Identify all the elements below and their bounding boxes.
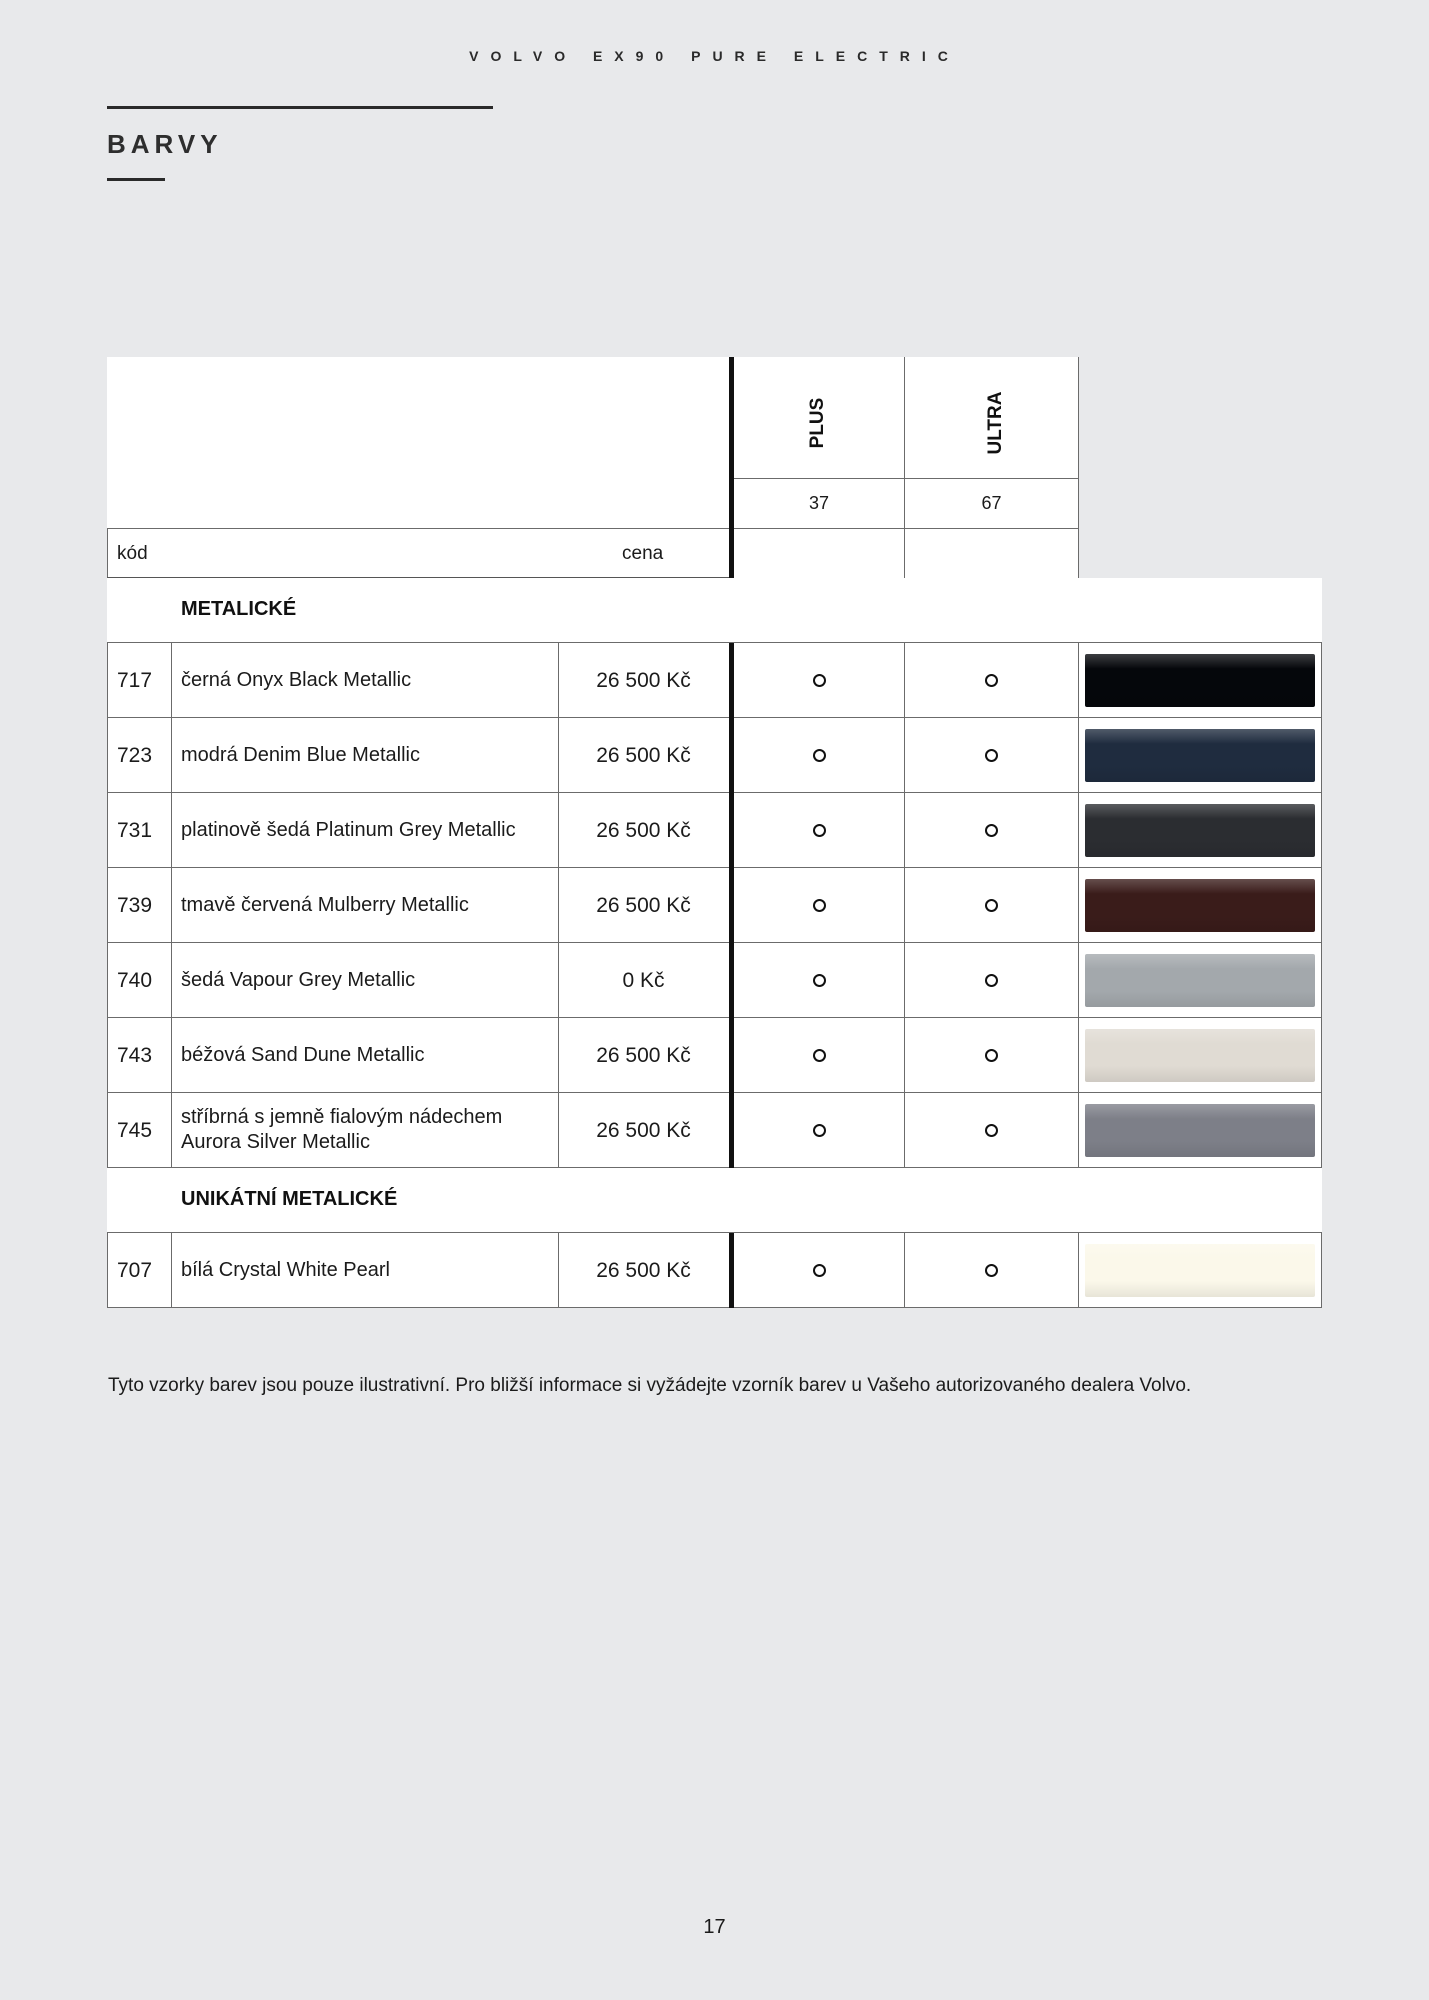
title-rule — [107, 106, 493, 109]
optional-circle-icon — [985, 974, 998, 987]
color-swatch — [1085, 654, 1315, 707]
ultra-option-marker — [904, 1093, 1078, 1168]
color-name: šedá Vapour Grey Metallic — [181, 969, 416, 991]
color-name: modrá Denim Blue Metallic — [181, 744, 420, 766]
cell-border — [1321, 1018, 1322, 1093]
color-code: 745 — [117, 1118, 153, 1142]
cell-border — [171, 1093, 172, 1168]
plus-option-marker — [734, 643, 904, 718]
color-swatch — [1085, 954, 1315, 1007]
header-left-border — [107, 528, 108, 578]
cell-border — [1321, 793, 1322, 868]
optional-circle-icon — [985, 1049, 998, 1062]
ultra-option-marker — [904, 1018, 1078, 1093]
color-swatch — [1085, 729, 1315, 782]
footnote: Tyto vzorky barev jsou pouze ilustrativní. Pro bližší informace si vyžádejte vzorník barev u Vašeho autorizovaného dealera Volvo. — [108, 1375, 1192, 1396]
color-price: 26 500 Kč — [596, 668, 691, 692]
optional-circle-icon — [985, 674, 998, 687]
section-title: BARVY — [107, 129, 223, 159]
cell-border — [1078, 718, 1079, 793]
cell-border — [1321, 868, 1322, 943]
cell-border — [1321, 1233, 1322, 1308]
optional-circle-icon — [985, 824, 998, 837]
color-name: tmavě červená Mulberry Metallic — [181, 894, 469, 916]
color-price: 26 500 Kč — [596, 1258, 691, 1282]
cell-border — [1321, 943, 1322, 1018]
color-name: bílá Crystal White Pearl — [181, 1259, 390, 1281]
ultra-option-marker — [904, 793, 1078, 868]
version-right-border — [1078, 357, 1079, 578]
color-swatch — [1085, 879, 1315, 932]
color-code: 731 — [117, 818, 153, 842]
ultra-option-marker — [904, 718, 1078, 793]
group-title: METALICKÉ — [181, 598, 297, 620]
cell-border — [1078, 868, 1079, 943]
running-title: VOLVO EX90 PURE ELECTRIC — [469, 48, 960, 64]
optional-circle-icon — [985, 1124, 998, 1137]
version-column-separator — [729, 357, 734, 578]
color-code: 740 — [117, 968, 153, 992]
optional-circle-icon — [813, 749, 826, 762]
optional-circle-icon — [985, 1264, 998, 1277]
optional-circle-icon — [813, 974, 826, 987]
version-column-separator — [729, 1233, 734, 1308]
color-code: 743 — [117, 1043, 153, 1067]
ultra-option-marker — [904, 868, 1078, 943]
color-name-block — [181, 1105, 556, 1155]
color-swatch — [1085, 1244, 1315, 1297]
plus-option-marker — [734, 1233, 904, 1308]
cell-border — [1078, 943, 1079, 1018]
color-swatch — [1085, 1029, 1315, 1082]
column-code-label: kód — [117, 543, 148, 564]
table-header-block — [107, 357, 1079, 578]
optional-circle-icon — [813, 1049, 826, 1062]
color-swatch — [1085, 1104, 1315, 1157]
group-title: UNIKÁTNÍ METALICKÉ — [181, 1188, 398, 1210]
header-divider — [107, 528, 732, 529]
optional-circle-icon — [813, 674, 826, 687]
cell-border — [1078, 1233, 1079, 1308]
optional-circle-icon — [985, 749, 998, 762]
cell-border — [1078, 1018, 1079, 1093]
color-code: 739 — [117, 893, 153, 917]
ultra-option-marker — [904, 1233, 1078, 1308]
optional-circle-icon — [813, 824, 826, 837]
ultra-option-marker — [904, 643, 1078, 718]
optional-circle-icon — [985, 899, 998, 912]
plus-option-marker — [734, 868, 904, 943]
version-separator — [904, 357, 905, 578]
cell-border — [1078, 793, 1079, 868]
version-column-separator — [729, 643, 734, 1168]
plus-option-marker — [734, 793, 904, 868]
color-price: 0 Kč — [622, 968, 665, 992]
column-price-label: cena — [622, 543, 664, 564]
color-price: 26 500 Kč — [596, 1043, 691, 1067]
plus-option-marker — [734, 943, 904, 1018]
cell-border — [1321, 1093, 1322, 1168]
cell-border — [1321, 718, 1322, 793]
plus-option-marker — [734, 718, 904, 793]
color-name-line2: Aurora Silver Metallic — [181, 1131, 370, 1153]
color-name: černá Onyx Black Metallic — [181, 669, 412, 691]
optional-circle-icon — [813, 899, 826, 912]
color-name: béžová Sand Dune Metallic — [181, 1044, 425, 1066]
version-ultra-code: 67 — [981, 493, 1002, 513]
cell-border — [1078, 643, 1079, 718]
cell-border — [1321, 643, 1322, 718]
plus-option-marker — [734, 1018, 904, 1093]
version-plus-code: 37 — [808, 493, 830, 513]
color-name: platinově šedá Platinum Grey Metallic — [181, 819, 516, 841]
cell-border — [1078, 1093, 1079, 1168]
optional-circle-icon — [813, 1124, 826, 1137]
version-plus-label: PLUS — [807, 397, 828, 449]
title-underline — [107, 178, 165, 181]
color-code: 723 — [117, 743, 153, 767]
color-code: 707 — [117, 1258, 153, 1282]
color-price: 26 500 Kč — [596, 1118, 691, 1142]
plus-option-marker — [734, 1093, 904, 1168]
page-number: 17 — [703, 1916, 726, 1938]
color-code: 717 — [117, 668, 153, 692]
color-price: 26 500 Kč — [596, 893, 691, 917]
version-divider — [732, 528, 1079, 529]
color-name: stříbrná s jemně fialovým nádechem — [181, 1106, 503, 1128]
ultra-option-marker — [904, 943, 1078, 1018]
color-price: 26 500 Kč — [596, 743, 691, 767]
version-ultra-label: ULTRA — [985, 391, 1006, 455]
color-swatch — [1085, 804, 1315, 857]
optional-circle-icon — [813, 1264, 826, 1277]
color-price: 26 500 Kč — [596, 818, 691, 842]
